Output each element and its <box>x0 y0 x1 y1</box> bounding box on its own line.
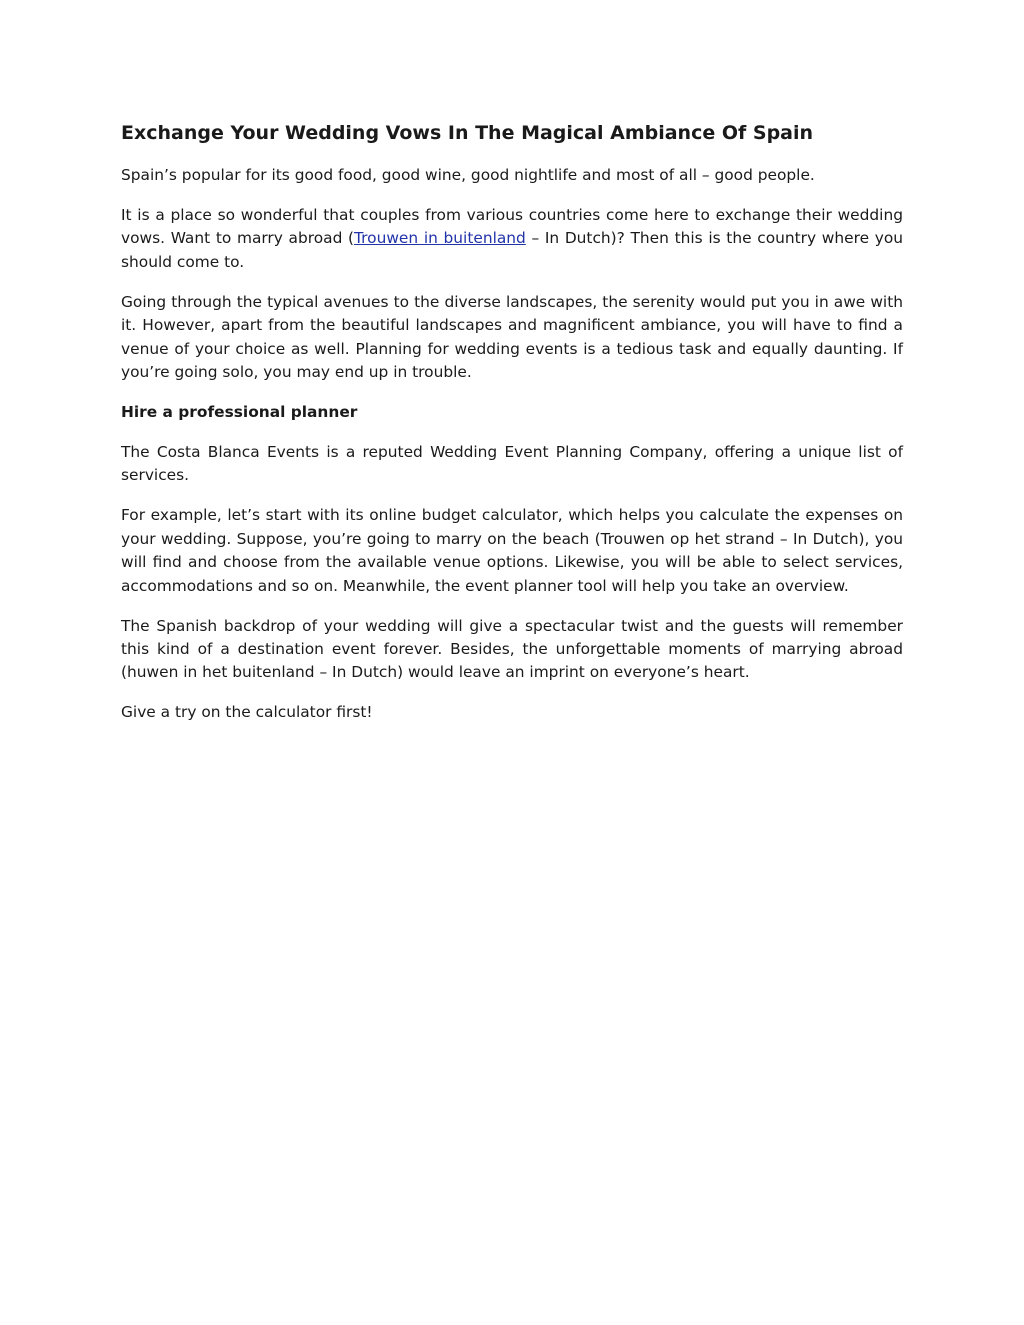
document-page <box>121 118 903 741</box>
abroad-paragraph <box>121 204 903 274</box>
trouwen-in-buitenland-link[interactable]: Trouwen in buitenland <box>354 229 526 248</box>
company-paragraph: The Costa Blanca Events is a reputed Wedding Event Planning Company, offering a unique list of services. <box>121 443 903 485</box>
intro-paragraph: Spain’s popular for its good food, good wine, good nightlife and most of all – good people. <box>121 166 815 184</box>
calculator-paragraph: For example, let’s start with its online budget calculator, which helps you calculate the expenses on your wedding. Suppose, you’re going to marry on the beach (Trouwen op het strand – In Dutch), you will find and choose from the available venue options. Likewise, you will be able to select services, accommodations and so on. Meanwhile, the event planner tool will help you take an overview. <box>121 506 903 595</box>
section-heading: Hire a professional planner <box>121 403 358 422</box>
page-title: Exchange Your Wedding Vows In The Magical Ambiance Of Spain <box>121 122 814 144</box>
abroad-text-before: It is a place so wonderful that couples from various countries come here to exchange their wedding vows. Want to marry abroad ( <box>121 206 903 248</box>
landscape-paragraph: Going through the typical avenues to the diverse landscapes, the serenity would put you in awe with it. However, apart from the beautiful landscapes and magnificent ambiance, you will have to find a venue of your choice as well. Planning for wedding events is a tedious task and equally daunting. If you’re going solo, you may end up in trouble. <box>121 292 903 382</box>
abroad-text-after: – In Dutch)? Then this is the country where you should come to. <box>121 229 903 271</box>
backdrop-paragraph: The Spanish backdrop of your wedding will give a spectacular twist and the guests will remember this kind of a destination event forever. Besides, the unforgettable moments of marrying abroad (huwen in het buitenland – In Dutch) would leave an imprint on everyone’s heart. <box>121 616 903 682</box>
closing-paragraph: Give a try on the calculator first! <box>121 703 373 722</box>
